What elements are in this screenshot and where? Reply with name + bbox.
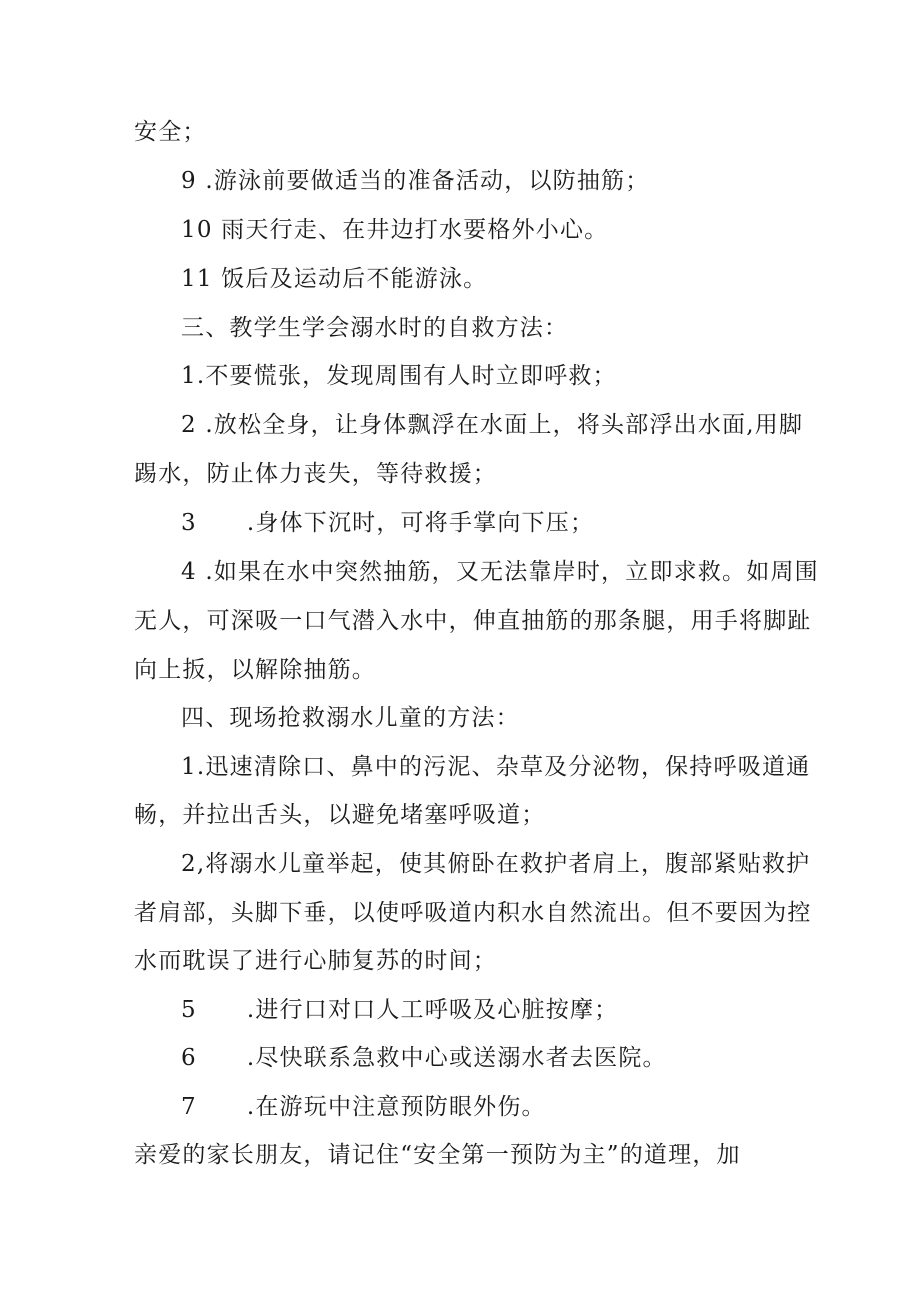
text-line: 踢水，防止体力丧失，等待救援；	[134, 461, 497, 487]
item-text: .身体下沉时，可将手掌向下压；	[246, 510, 595, 536]
text-line: 无人，可深吸一口气潜入水中，伸直抽筋的那条腿，用手将脚趾	[134, 608, 812, 634]
numbered-item	[181, 1092, 920, 1122]
text-line: 2 .放松全身，让身体飘浮在水面上，将头部浮出水面,用脚	[181, 412, 804, 438]
item-text: .尽快联系急救中心或送溺水者去医院。	[246, 1045, 667, 1071]
item-text: .在游玩中注意预防眼外伤。	[246, 1094, 546, 1120]
text-line: 4 .如果在水中突然抽筋，又无法靠岸时，立即求救。如周围	[181, 559, 819, 585]
text-line: 畅，并拉出舌头，以避免堵塞呼吸道；	[134, 802, 546, 828]
section-heading: 四、现场抢救溺水儿童的方法：	[181, 705, 520, 731]
item-number: 5	[181, 997, 197, 1023]
numbered-item	[181, 1043, 920, 1073]
text-line: 亲爱的家长朋友，请记住“安全第一预防为主”的道理，加	[134, 1142, 741, 1168]
text-line: 者肩部，头脚下垂，以使呼吸道内积水自然流出。但不要因为控	[134, 900, 812, 926]
text-line: 1.不要慌张，发现周围有人时立即呼救；	[181, 363, 617, 389]
text-line: 向上扳，以解除抽筋。	[134, 657, 376, 683]
numbered-item	[181, 508, 920, 538]
item-number: 3	[181, 510, 197, 536]
section-heading: 三、教学生学会溺水时的自救方法：	[181, 315, 569, 341]
text-line: 11 饭后及运动后不能游泳。	[181, 266, 488, 292]
numbered-item	[181, 995, 920, 1025]
text-line: 1.迅速清除口、鼻中的污泥、杂草及分泌物，保持呼吸道通	[181, 754, 811, 780]
text-line: 9 .游泳前要做适当的准备活动，以防抽筋；	[181, 168, 650, 194]
item-number: 6	[181, 1045, 197, 1071]
text-line: 安全；	[134, 119, 207, 145]
text-line: 10 雨天行走、在井边打水要格外小心。	[181, 217, 609, 243]
item-number: 7	[181, 1094, 197, 1120]
text-line: 水而耽误了进行心肺复苏的时间；	[134, 948, 497, 974]
item-text: .进行口对口人工呼吸及心脏按摩；	[246, 997, 619, 1023]
text-line: 2,将溺水儿童举起，使其俯卧在救护者肩上，腹部紧贴救护	[181, 851, 811, 877]
